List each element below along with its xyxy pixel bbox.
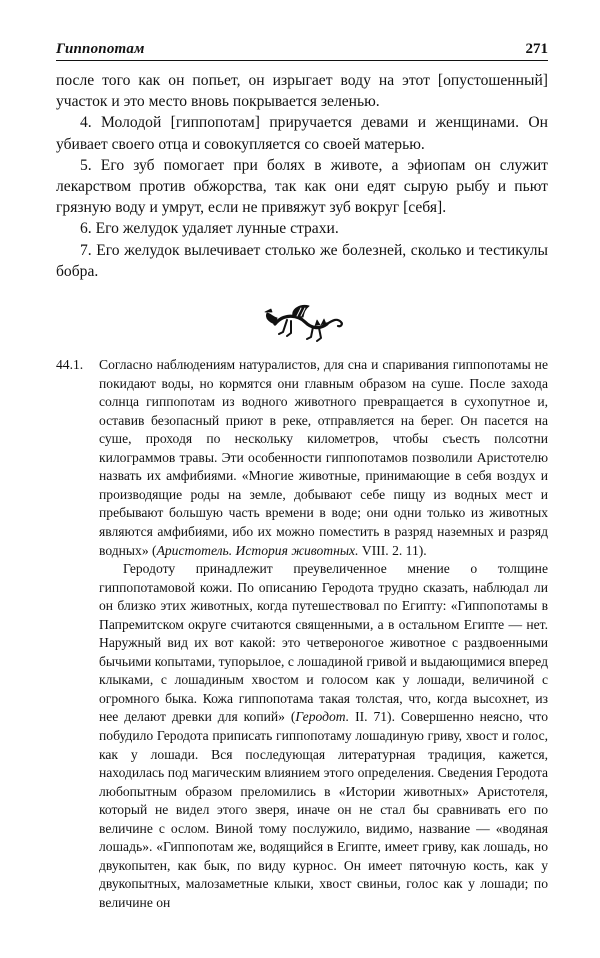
running-title: Гиппопотам — [56, 41, 145, 57]
main-paragraph-5: 7. Его желудок вылечивает столько же болезней, сколько и тестикулы бобра. — [56, 241, 548, 280]
note-text-b: VIII. 2. 11). — [358, 542, 427, 558]
note-p2-b: II. 71). Совершенно неясно, что побудило Геродота приписать гиппопотаму лошадиную гриву, хвост и голос, как у лошади. Вся последующая литературная традиция, кажется, находилась под магическим влиянием этого определения. Сведения Геродота любопытным образом преломились в «Истории животных» Аристотеля, который не видел этого зверя, иначе он не стал бы сравнивать его по величине с ослом. Виной тому послужило, видимо, название — «водяная лошадь». «Гиппопотам же, водящийся в Египте, имеет гриву, как лошадь, но двукопытен, как бык, по виду курнос. Он имеет пяточную кость, как у двукопытных, малозаметные клыки, хвост свиньи, голос как у лошади; по величине он — [99, 709, 548, 910]
running-header — [56, 36, 548, 61]
note-paragraph-2 — [99, 560, 548, 912]
citation-herodotus: Геродот. — [295, 709, 350, 725]
main-paragraph-1: после того как он попьет, он изрыгает воду на этот [опустошенный] участок и это место вновь покрывается зеленью. — [56, 72, 548, 111]
page-number: 271 — [525, 41, 548, 57]
main-paragraph-4: 6. Его желудок удаляет лунные страхи. — [80, 220, 339, 238]
dragon-ornament-icon — [56, 300, 548, 344]
note-p2-a: Геродоту принадлежит преувеличенное мнение о толщине гиппопотамовой кожи. По описанию Геродота трудно сказать, наблюдал ли он близко этих животных, когда путешествовал по Египту: «Гиппопотамы в Папремитском округе считаются священными, а в остальном Египте — нет. Наружный вид их вот какой: это четвероногое животное с раздвоенными бычьими копытами, тупорылое, с лошадиной гривой и выдающимися вперед клыками, с лошадиным хвостом и голосом как у лошади, величиной с огромного быка. Кожа гиппопотама такая толстая, что, когда высохнет, из нее делают древки для копий» ( — [99, 561, 548, 725]
main-text — [56, 70, 548, 282]
main-paragraph-2: 4. Молодой [гиппопотам] приручается девами и женщинами. Он убивает своего отца и совокупляется со своей матерью. — [56, 114, 548, 153]
note-number: 44.1. — [56, 357, 84, 373]
citation-aristotle: Аристотель. История животных. — [156, 542, 359, 558]
note-text-a: Согласно наблюдениям натуралистов, для сна и спаривания гиппопотамы не покидают воды, но кормятся они главным образом на суше. После захода солнца гиппопотам из водного животного превращается в сухопутное и, оставив безопасный приют в реке, отправляется на берег. Он пасется на суше, проходя по нескольку километров, чтобы съесть полсотни килограммов травы. Эти особенности гиппопотамов позволили Аристотелю назвать их амфибиями. «Многие животные, принимающие в себя воздух и производящие роды на земле, добывают себе пищу из водных мест и пребывают большую часть времени в воде; они одни только из животных являются амфибиями, ибо их можно поместить в разряд наземных и разряд водных» ( — [99, 357, 548, 558]
commentary — [56, 356, 548, 912]
note-body — [99, 356, 548, 912]
main-paragraph-3: 5. Его зуб помогает при болях в животе, а эфиопам он служит лекарством против обжорства, так как они едят сырую рыбу и пьют грязную воду и умрут, если не привяжут зуб вокруг [себя]. — [56, 156, 548, 217]
note-paragraph-1 — [99, 356, 548, 560]
page — [56, 36, 548, 912]
note-44-1 — [56, 356, 548, 912]
